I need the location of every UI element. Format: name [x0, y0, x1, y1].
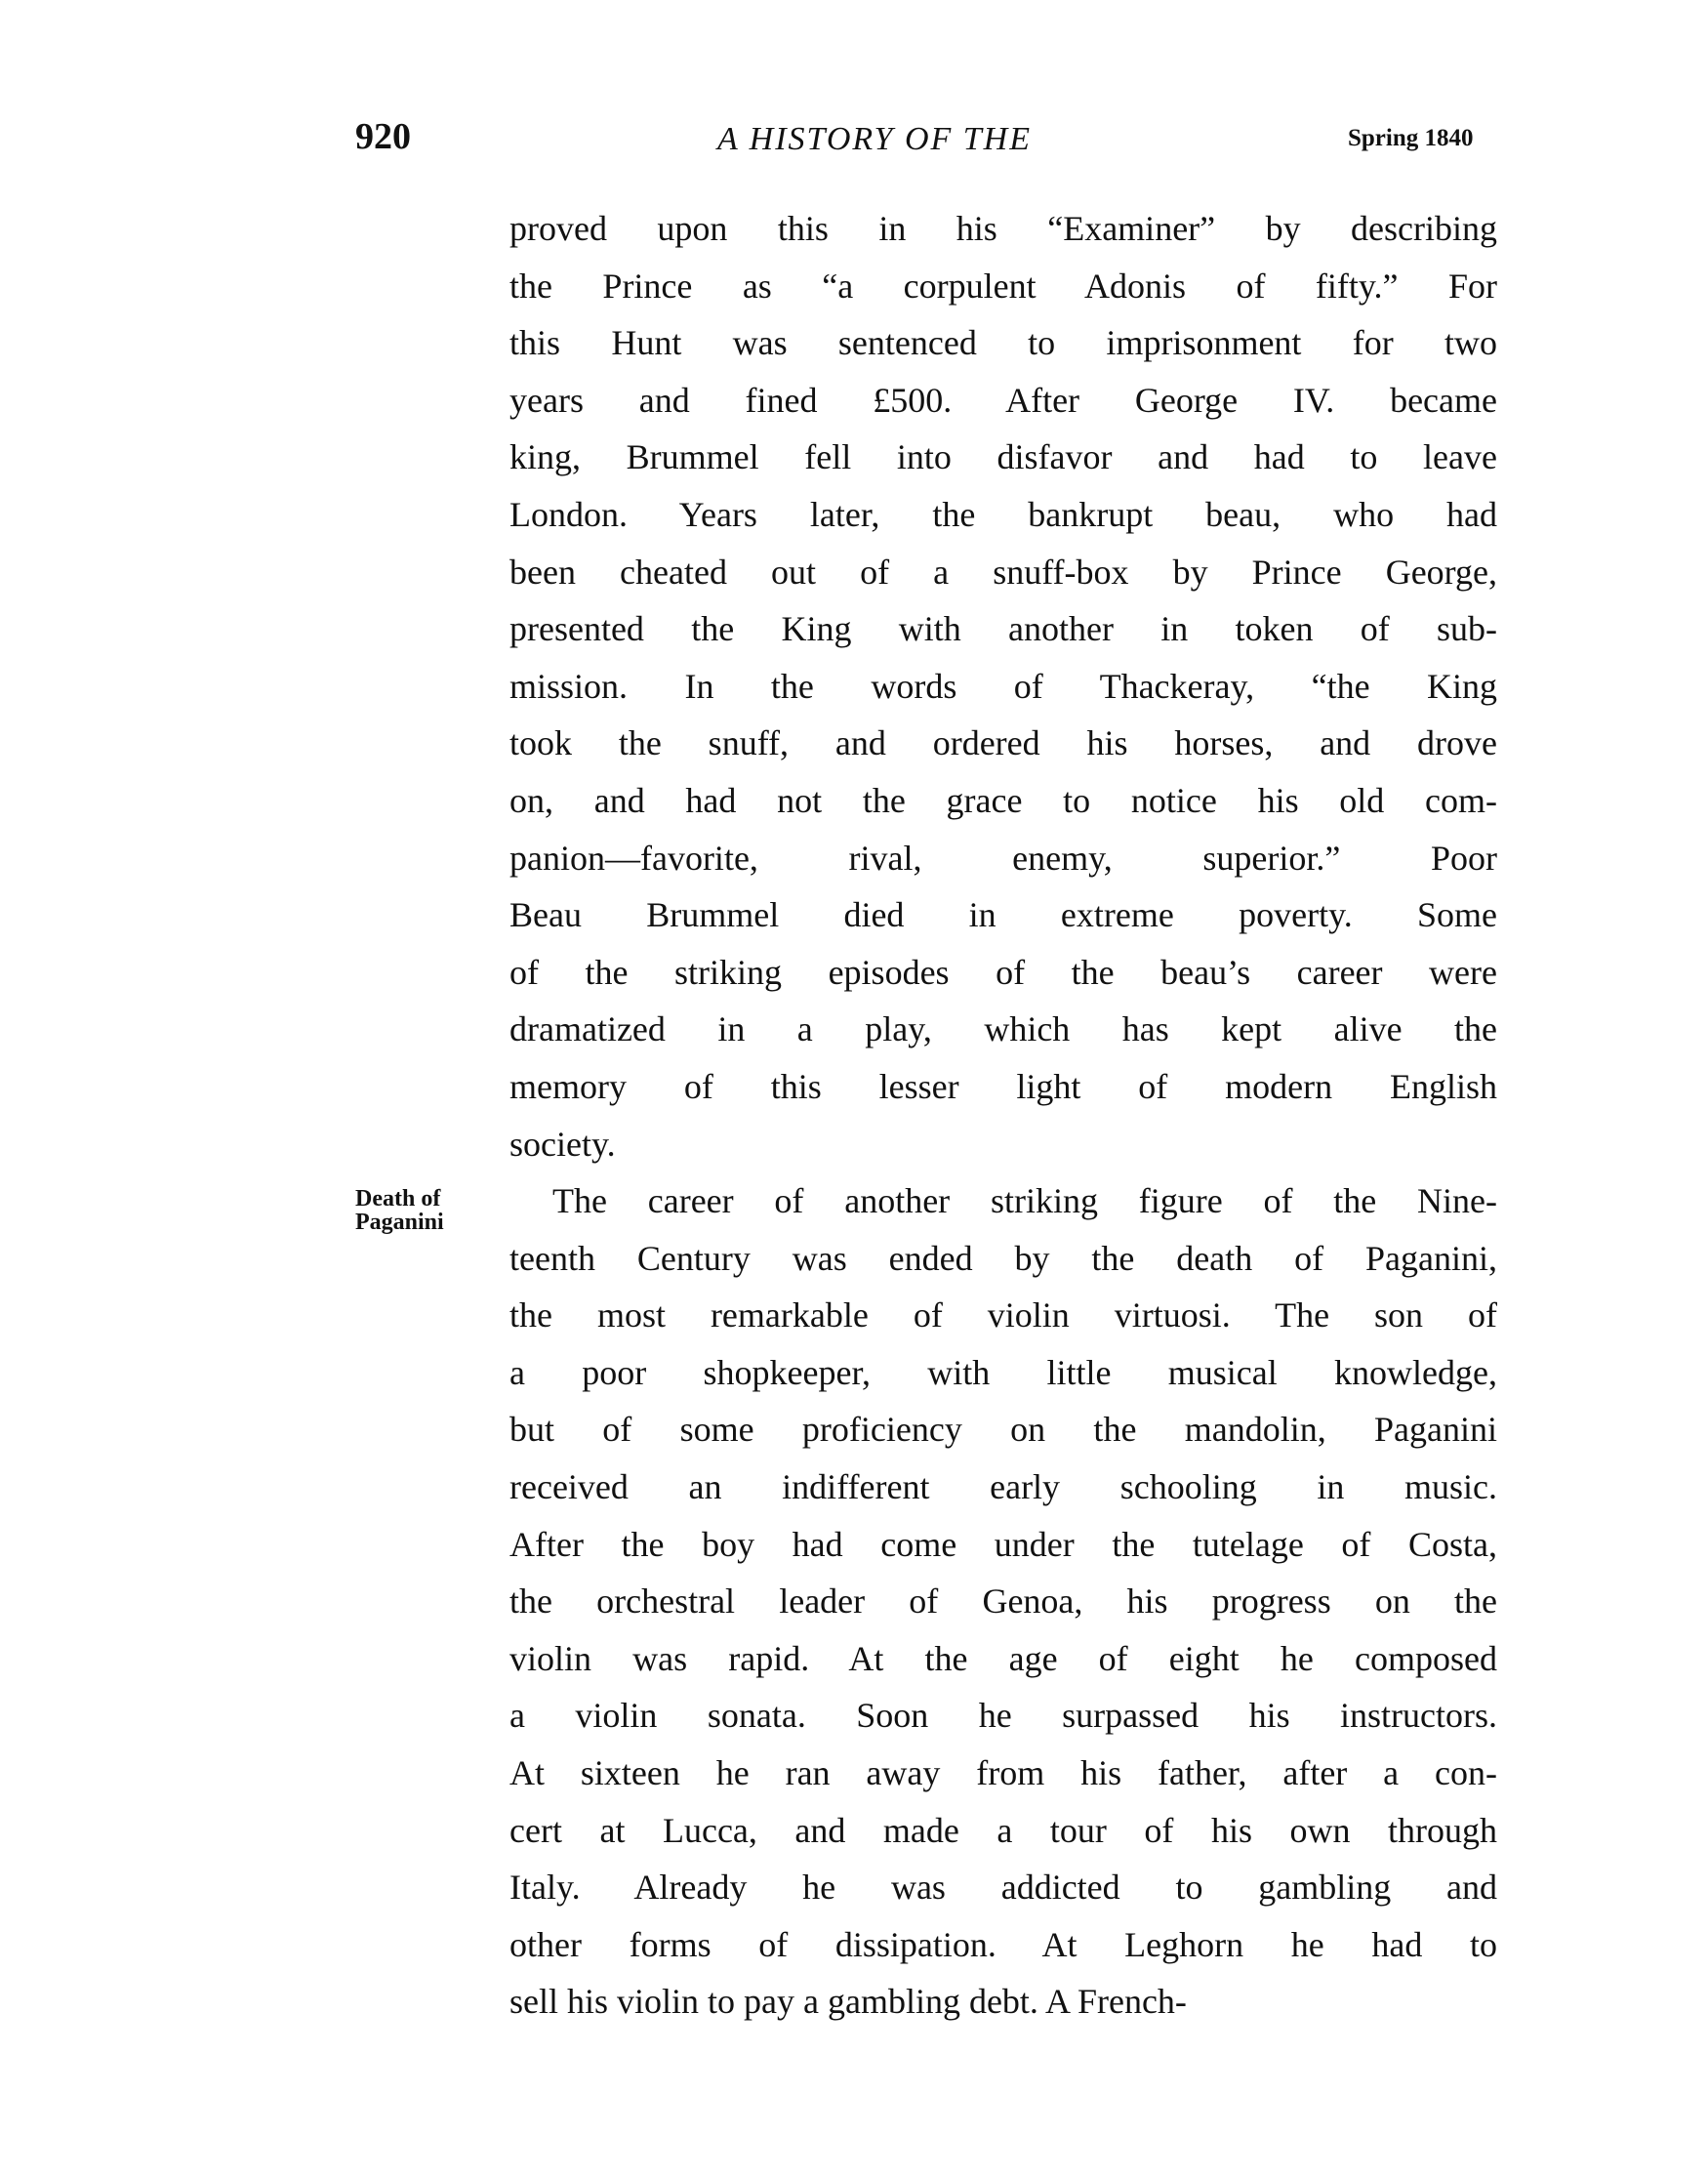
text-line: presented the King with another in token of sub- [509, 609, 1497, 649]
text-line: Italy. Already he was addicted to gambling and [509, 1868, 1497, 1908]
text-line: The career of another striking figure of the Nine- [552, 1181, 1497, 1221]
text-line: mission. In the words of Thackeray, “the King [509, 666, 1497, 706]
text-line: a violin sonata. Soon he surpassed his instructors. [509, 1696, 1497, 1736]
text-line: been cheated out of a snuff-box by Prince George, [509, 552, 1497, 592]
text-line: the Prince as “a corpulent Adonis of fifty.” For [509, 266, 1497, 306]
text-line: teenth Century was ended by the death of Paganini, [509, 1238, 1497, 1278]
text-line: but of some proficiency on the mandolin, Paganini [509, 1410, 1497, 1450]
text-line: the most remarkable of violin virtuosi. The son of [509, 1295, 1497, 1335]
margin-note-line: Death of [355, 1186, 441, 1212]
text-line: king, Brummel fell into disfavor and had to leave [509, 437, 1497, 477]
margin-note [355, 1187, 444, 1234]
text-line: London. Years later, the bankrupt beau, who had [509, 494, 1497, 534]
text-line: sell his violin to pay a gambling debt. A French- [509, 1982, 1187, 2022]
margin-note-line: Paganini [355, 1210, 444, 1235]
text-line: the orchestral leader of Genoa, his progress on the [509, 1581, 1497, 1622]
text-line: took the snuff, and ordered his horses, and drove [509, 723, 1497, 763]
text-line: other forms of dissipation. At Leghorn he had to [509, 1924, 1497, 1964]
text-line: At sixteen he ran away from his father, after a con- [509, 1753, 1497, 1793]
page-number: 920 [355, 116, 411, 157]
text-line: dramatized in a play, which has kept alive the [509, 1009, 1497, 1049]
text-line: on, and had not the grace to notice his old com- [509, 780, 1497, 820]
text-line: years and fined £500. After George IV. became [509, 380, 1497, 420]
running-title: A HISTORY OF THE [717, 121, 1032, 157]
text-line: After the boy had come under the tutelage of Costa, [509, 1524, 1497, 1564]
text-line: violin was rapid. At the age of eight he composed [509, 1638, 1497, 1678]
body-text [509, 200, 1497, 2031]
text-line: of the striking episodes of the beau’s career were [509, 952, 1497, 992]
text-line: a poor shopkeeper, with little musical knowledge, [509, 1352, 1497, 1392]
text-line: received an indifferent early schooling in music. [509, 1467, 1497, 1507]
text-line: this Hunt was sentenced to imprisonment for two [509, 323, 1497, 363]
text-line: proved upon this in his “Examiner” by describing [509, 209, 1497, 248]
text-line: cert at Lucca, and made a tour of his own through [509, 1810, 1497, 1850]
text-line: memory of this lesser light of modern English [509, 1066, 1497, 1106]
text-line: society. [509, 1124, 616, 1164]
running-date: Spring 1840 [1348, 125, 1474, 151]
text-line: panion—favorite, rival, enemy, superior.” Poor [509, 838, 1497, 878]
text-line: Beau Brummel died in extreme poverty. Some [509, 895, 1497, 935]
